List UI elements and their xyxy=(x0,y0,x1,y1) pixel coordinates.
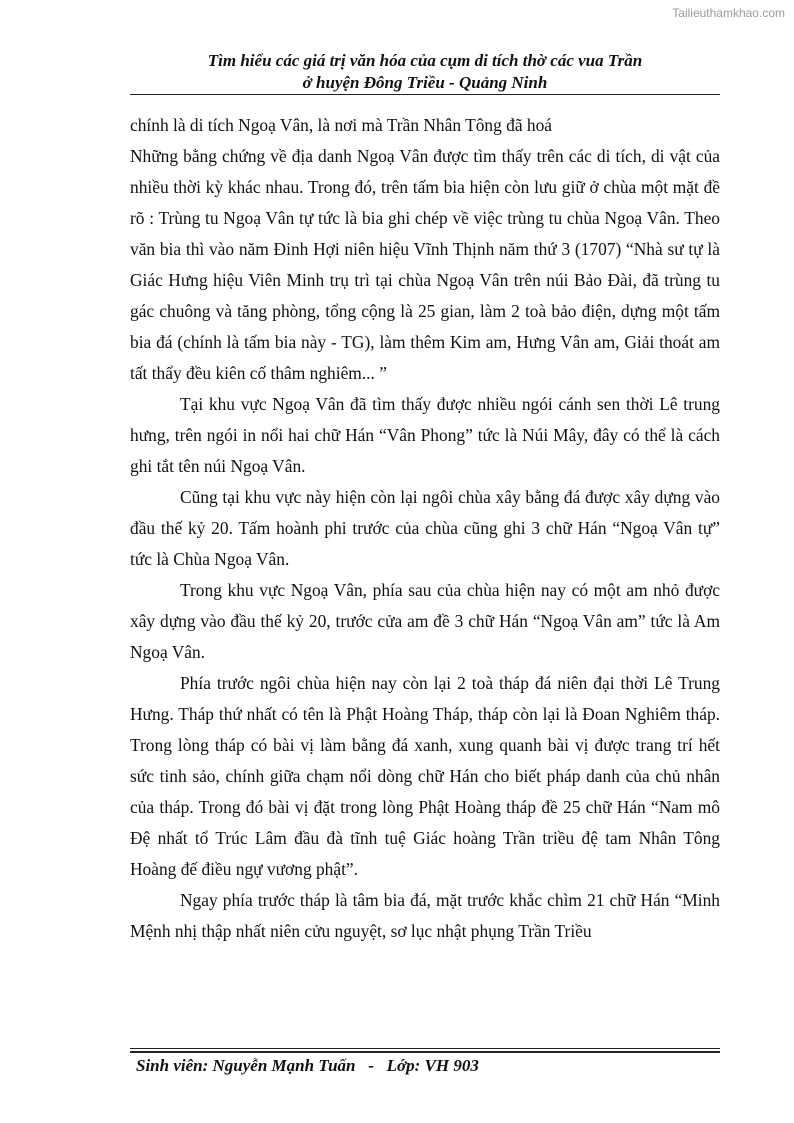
paragraph: Cũng tại khu vực này hiện còn lại ngôi chùa xây bằng đá được xây dựng vào đầu thế kỷ 20. Tấm hoành phi trước của chùa cũng ghi 3 chữ Hán “Ngoạ Vân tự” tức là Chùa Ngoạ Vân. xyxy=(130,487,720,569)
header-divider xyxy=(130,94,720,95)
page-header xyxy=(130,50,720,94)
header-line-1: Tìm hiểu các giá trị văn hóa của cụm di tích thờ các vua Trần xyxy=(207,51,643,70)
paragraph: Tại khu vực Ngoạ Vân đã tìm thấy được nhiều ngói cánh sen thời Lê trung hưng, trên ngói in nổi hai chữ Hán “Vân Phong” tức là Núi Mây, đây có thể là cách ghi tắt tên núi Ngoạ Vân. xyxy=(130,394,720,476)
footer-separator: - xyxy=(368,1056,374,1075)
paragraph: Phía trước ngôi chùa hiện nay còn lại 2 toà tháp đá niên đại thời Lê Trung Hưng. Tháp thứ nhất có tên là Phật Hoàng Tháp, tháp còn lại là Đoan Nghiêm tháp. Trong lòng tháp có bài vị làm bằng đá xanh, xung quanh bài vị được trang trí hết sức tinh sảo, chính giữa chạm nổi dòng chữ Hán cho biết pháp danh của chủ nhân của tháp. Trong đó bài vị đặt trong lòng Phật Hoàng tháp đề 25 chữ Hán “Nam mô Đệ nhất tổ Trúc Lâm đầu đà tĩnh tuệ Giác hoàng Trần triều đệ tam Nhân Tông Hoàng đế điều ngự vương phật”. xyxy=(130,673,720,879)
footer-divider-thick xyxy=(130,1051,720,1053)
paragraph: chính là di tích Ngoạ Vân, là nơi mà Trần Nhân Tông đã hoá xyxy=(130,115,552,135)
header-line-2: ở huyện Đông Triều - Quảng Ninh xyxy=(302,73,548,92)
page-footer xyxy=(136,1055,479,1077)
paragraph: Những bằng chứng về địa danh Ngoạ Vân được tìm thấy trên các di tích, di vật của nhiều thời kỳ khác nhau. Trong đó, trên tấm bia hiện còn lưu giữ ở chùa một mặt đề rõ : Trùng tu Ngoạ Vân tự tức là bia ghi chép về việc trùng tu chùa Ngoạ Vân. Theo văn bia thì vào năm Đinh Hợi niên hiệu Vĩnh Thịnh năm thứ 3 (1707) “Nhà sư tự là Giác Hưng hiệu Viên Minh trụ trì tại chùa Ngoạ Vân trên núi Bảo Đài, đã trùng tu gác chuông và tăng phòng, tổng cộng là 25 gian, làm 2 toà bảo điện, dựng một tấm bia đá (chính là tấm bia này - TG), làm thêm Kim am, Hưng Vân am, Giải thoát am tất thẩy đều kiên cố thâm nghiêm... ” xyxy=(130,146,720,383)
footer-class: Lớp: VH 903 xyxy=(386,1056,479,1075)
footer-divider-thin xyxy=(130,1048,720,1049)
watermark: Tailieuthamkhao.com xyxy=(672,6,785,20)
paragraph: Ngay phía trước tháp là tâm bia đá, mặt trước khắc chìm 21 chữ Hán “Minh Mệnh nhị thập nhất niên cửu nguyệt, sơ lục nhật phụng Trần Triều xyxy=(130,890,720,941)
body-text xyxy=(130,110,720,947)
footer-student: Sinh viên: Nguyễn Mạnh Tuấn xyxy=(136,1056,356,1075)
paragraph: Trong khu vực Ngoạ Vân, phía sau của chùa hiện nay có một am nhỏ được xây dựng vào đầu thế kỷ 20, trước cửa am đề 3 chữ Hán “Ngoạ Vân am” tức là Am Ngoạ Vân. xyxy=(130,580,720,662)
